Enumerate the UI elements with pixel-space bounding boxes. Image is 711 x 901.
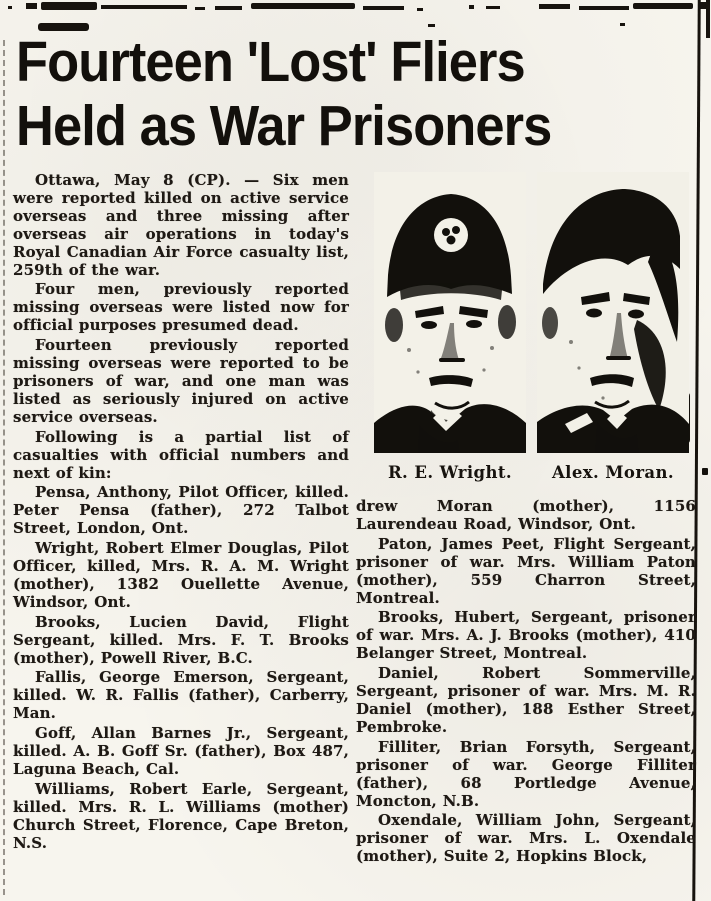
casualty-entry-oxendale: Oxendale, William John, Sergeant, prisoner of war. Mrs. L. Oxendale (mother), Suite 2, Hopkins Block, (356, 811, 696, 866)
photo-caption-wright: R. E. Wright. (387, 463, 513, 482)
ink-dot (702, 468, 708, 475)
right-edge-mark (706, 0, 710, 38)
casualty-entry-brooks-r: Brooks, Hubert, Sergeant, prisoner of war. Mrs. A. J. Brooks (mother), 410 Belanger Street, Montreal. (356, 608, 696, 663)
casualty-entry-moran-continued: drew Moran (mother), 1156 Laurendeau Road, Windsor, Ont. (356, 497, 696, 533)
photo-row (374, 172, 696, 453)
photo-captions (374, 463, 696, 482)
headline-line-1: Fourteen 'Lost' Fliers (16, 30, 525, 94)
casualty-entry-paton: Paton, James Peet, Flight Sergeant, prisoner of war. Mrs. William Paton (mother), 559 Charron Street, Montreal. (356, 534, 696, 607)
casualty-entry-brooks-l: Brooks, Lucien David, Flight Sergeant, killed. Mrs. F. T. Brooks (mother), Powell River, B.C. (13, 612, 349, 667)
left-column-rule (3, 40, 5, 895)
left-column (13, 172, 349, 855)
paragraph-presumed-dead: Four men, previously reported missing overseas were listed now for official purposes presumed dead. (13, 280, 349, 335)
casualty-entry-wright: Wright, Robert Elmer Douglas, Pilot Officer, killed, Mrs. R. A. M. Wright (mother), 1382 Ouellette Avenue, Windsor, Ont. (13, 539, 349, 611)
photo-moran (537, 172, 689, 453)
airman-portrait-moran-image (537, 172, 689, 453)
photo-caption-moran: Alex. Moran. (551, 463, 675, 482)
casualty-entry-daniel: Daniel, Robert Sommerville, Sergeant, prisoner of war. Mrs. M. R. Daniel (mother), 188 Esther Street, Pembroke. (356, 664, 696, 736)
casualty-entry-pensa: Pensa, Anthony, Pilot Officer, killed. Peter Pensa (father), 272 Talbot Street, London, Ont. (13, 483, 349, 538)
casualty-entry-williams: Williams, Robert Earle, Sergeant, killed. Mrs. R. L. Williams (mother) Church Street, Florence, Cape Breton, N.S. (13, 779, 349, 852)
paragraph-prisoners: Fourteen previously reported missing overseas were reported to be prisoners of war, and one man was listed as seriously injured on active service overseas. (13, 336, 349, 426)
casualty-entry-goff: Goff, Allan Barnes Jr., Sergeant, killed. A. B. Goff Sr. (father), Box 487, Laguna Beach, Cal. (13, 724, 349, 778)
photo-wright (374, 172, 526, 453)
casualty-entry-filliter: Filliter, Brian Forsyth, Sergeant, prisoner of war. George Filliter (father), 68 Portledge Avenue, Moncton, N.B. (356, 737, 696, 810)
headline-line-2: Held as War Prisoners (16, 94, 552, 159)
casualty-entry-fallis: Fallis, George Emerson, Sergeant, killed. W. R. Fallis (father), Carberry, Man. (13, 668, 349, 723)
headline (16, 30, 551, 159)
paragraph-dateline: Ottawa, May 8 (CP). — Six men were reported killed on active service overseas and three missing after overseas air operations in today's Royal Canadian Air Force casualty list, 259th of the war. (13, 171, 349, 279)
airman-portrait-wright-image (374, 172, 526, 453)
right-column (356, 172, 696, 868)
torn-print-artifacts (0, 0, 711, 32)
paragraph-list-intro: Following is a partial list of casualties with official numbers and next of kin: (13, 427, 349, 482)
